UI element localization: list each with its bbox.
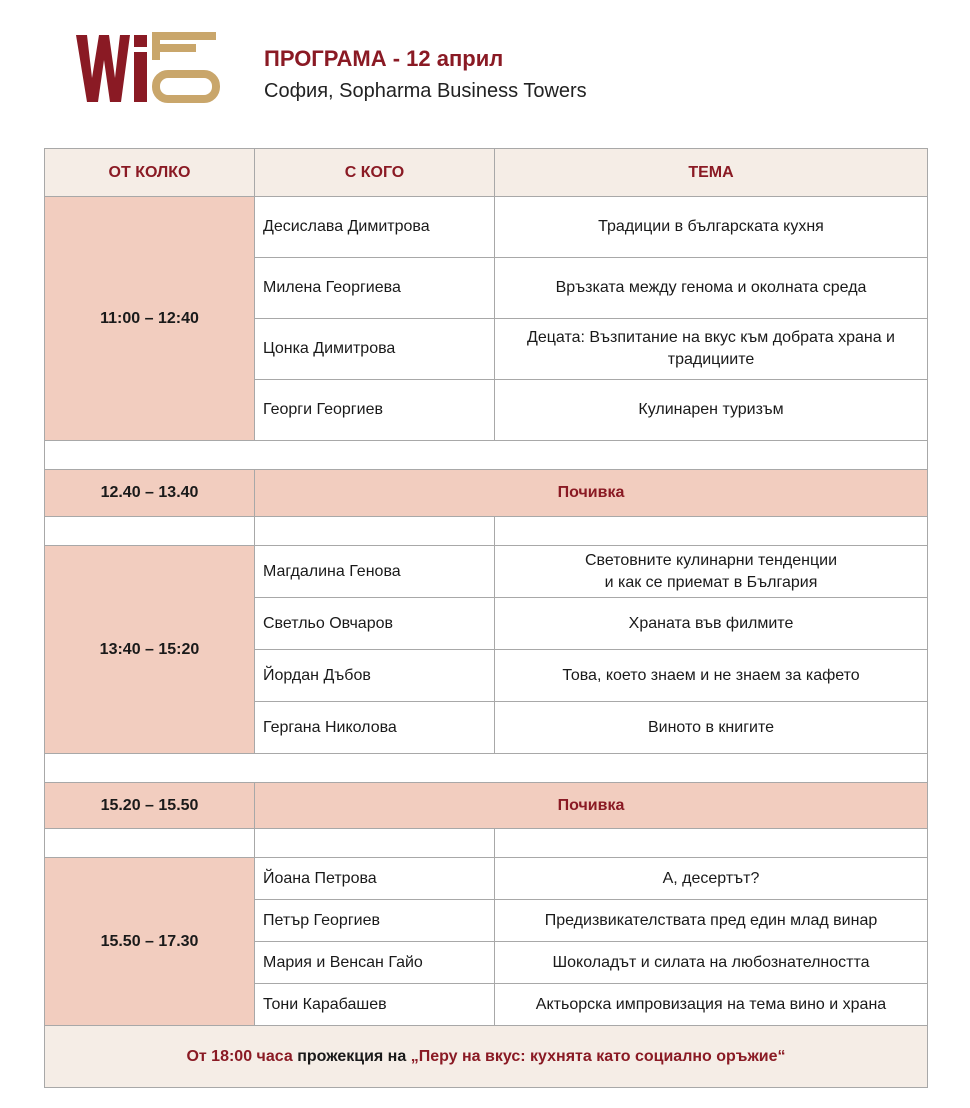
table-row xyxy=(45,197,928,258)
speaker-name: Цонка Димитрова xyxy=(255,319,495,380)
page-header xyxy=(0,0,970,140)
talk-topic: Храната във филмите xyxy=(495,598,928,650)
program-table xyxy=(44,148,928,1088)
spacer-row xyxy=(45,754,928,783)
speaker-name: Йордан Дъбов xyxy=(255,650,495,702)
speaker-name: Петър Георгиев xyxy=(255,900,495,942)
screening-time: От 18:00 часа xyxy=(186,1047,293,1065)
talk-topic: Кулинарен туризъм xyxy=(495,380,928,441)
column-header-time: ОТ КОЛКО xyxy=(45,149,255,197)
screening-announcement xyxy=(45,1026,928,1088)
session-time: 13:40 – 15:20 xyxy=(45,546,255,754)
break-time: 12.40 – 13.40 xyxy=(45,470,255,517)
speaker-name: Тони Карабашев xyxy=(255,984,495,1026)
talk-topic: А, десертът? xyxy=(495,858,928,900)
break-time: 15.20 – 15.50 xyxy=(45,783,255,829)
talk-topic: Традиции в българската кухня xyxy=(495,197,928,258)
speaker-name: Йоана Петрова xyxy=(255,858,495,900)
talk-topic-line: Световните кулинарни тенденции xyxy=(585,551,837,569)
break-label: Почивка xyxy=(255,783,928,829)
talk-topic: Шоколадът и силата на любознателността xyxy=(495,942,928,984)
talk-topic: Това, което знаем и не знаем за кафето xyxy=(495,650,928,702)
spacer-row xyxy=(45,441,928,470)
speaker-name: Гергана Николова xyxy=(255,702,495,754)
talk-topic: Децата: Възпитание на вкус към добрата храна и традициите xyxy=(495,319,928,380)
wifo-logo-wi xyxy=(76,35,147,102)
session-time: 15.50 – 17.30 xyxy=(45,858,255,1026)
spacer-row xyxy=(45,829,928,858)
talk-topic: Връзката между генома и околната среда xyxy=(495,258,928,319)
footer-row xyxy=(45,1026,928,1088)
page-title: ПРОГРАМА - 12 април xyxy=(264,46,504,71)
speaker-name: Светльо Овчаров xyxy=(255,598,495,650)
talk-topic: Актьорска импровизация на тема вино и храна xyxy=(495,984,928,1026)
break-label: Почивка xyxy=(255,470,928,517)
talk-topic: Виното в книгите xyxy=(495,702,928,754)
spacer-row xyxy=(45,517,928,546)
speaker-name: Георги Георгиев xyxy=(255,380,495,441)
wifo-logo-fo xyxy=(156,36,216,99)
session-time: 11:00 – 12:40 xyxy=(45,197,255,441)
page-subtitle: София, Sopharma Business Towers xyxy=(264,80,587,102)
speaker-name: Магдалина Генова xyxy=(255,546,495,598)
speaker-name: Милена Георгиева xyxy=(255,258,495,319)
speaker-name: Мария и Венсан Гайо xyxy=(255,942,495,984)
talk-topic xyxy=(495,546,928,598)
talk-topic-line: и как се приемат в България xyxy=(604,573,818,591)
column-header-topic: ТЕМА xyxy=(495,149,928,197)
table-row xyxy=(45,858,928,900)
speaker-name: Десислава Димитрова xyxy=(255,197,495,258)
column-header-speaker: С КОГО xyxy=(255,149,495,197)
talk-topic: Предизвикателствата пред един млад винар xyxy=(495,900,928,942)
wifo-logo xyxy=(74,30,222,105)
screening-title: „Перу на вкус: кухнята като социално оръжие“ xyxy=(410,1047,786,1065)
break-row xyxy=(45,783,928,829)
screening-intro: прожекция на xyxy=(297,1047,407,1065)
table-header-row xyxy=(45,149,928,197)
break-row xyxy=(45,470,928,517)
table-row xyxy=(45,546,928,598)
